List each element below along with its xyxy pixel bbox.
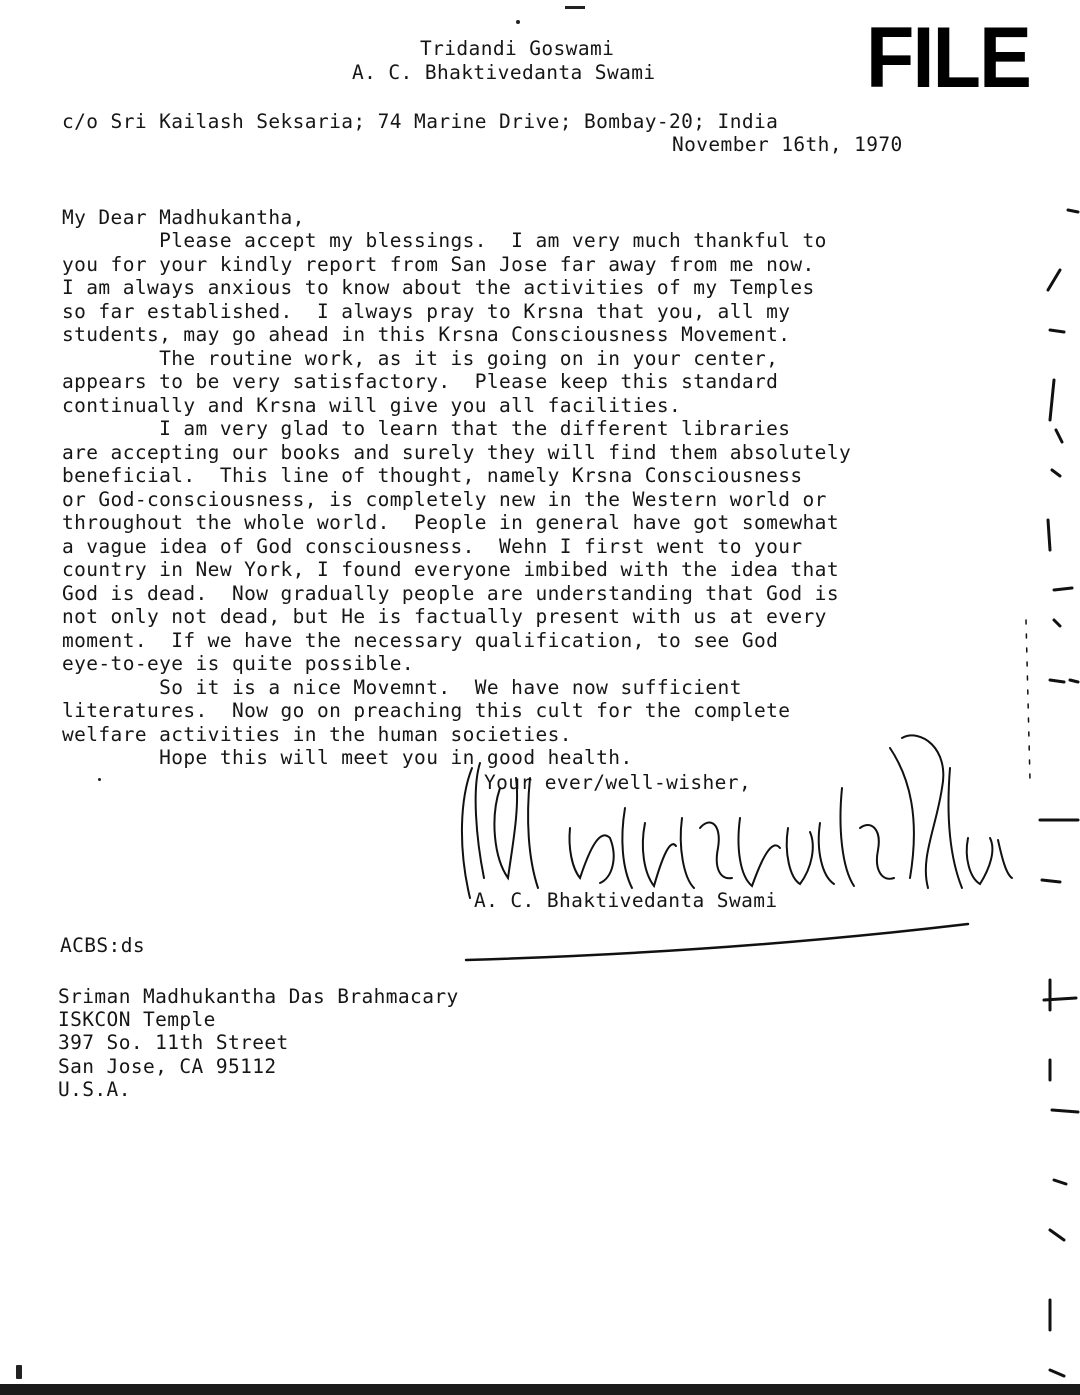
letter-date: November 16th, 1970 (672, 133, 903, 156)
signature-rule (462, 918, 972, 968)
recipient-line: San Jose, CA 95112 (58, 1054, 277, 1078)
body-line: you for your kindly report from San Jose far away from me now. (62, 252, 815, 276)
letterhead-sender-line: A. C. Bhaktivedanta Swami (352, 61, 656, 84)
signer-name: A. C. Bhaktivedanta Swami (474, 889, 778, 912)
scan-edge-marks (1020, 180, 1080, 1380)
scan-mark (16, 1365, 22, 1379)
handwritten-signature (450, 728, 1020, 913)
salutation: My Dear Madhukantha, (62, 206, 305, 229)
body-line: welfare activities in the human societies. (62, 722, 572, 746)
body-line: so far established. I always pray to Krsna that you, all my (62, 299, 791, 323)
body-line: So it is a nice Movemnt. We have now sufficient (62, 675, 742, 699)
body-line: eye-to-eye is quite possible. (62, 652, 415, 675)
recipient-line: 397 So. 11th Street (58, 1031, 289, 1055)
body-line: a vague idea of God consciousness. Wehn I first went to your (62, 534, 803, 558)
body-line: Hope this will meet you in good health. (62, 746, 633, 769)
body-line: not only not dead, but He is factually present with us at every (62, 605, 827, 628)
body-line: moment. If we have the necessary qualification, to see God (62, 628, 779, 652)
body-line: literatures. Now go on preaching this cult for the complete (62, 699, 791, 722)
body-line: or God-consciousness, is completely new in the Western world or (62, 487, 827, 511)
letterhead-name-line: Tridandi Goswami (420, 37, 615, 60)
body-line: I am very glad to learn that the different libraries (62, 417, 791, 440)
scan-speck (98, 778, 101, 781)
scan-mark (565, 6, 585, 9)
file-stamp: FILE (866, 10, 1031, 106)
sender-address: c/o Sri Kailash Seksaria; 74 Marine Drive; Bombay-20; India (62, 110, 779, 133)
body-line: throughout the whole world. People in general have got somewhat (62, 511, 839, 534)
body-line: I am always anxious to know about the activities of my Temples (62, 276, 815, 299)
body-line: The routine work, as it is going on in your center, (62, 346, 779, 370)
closing: Your ever/well-wisher, (484, 771, 752, 794)
body-line: continually and Krsna will give you all facilities. (62, 393, 682, 417)
body-line: students, may go ahead in this Krsna Consciousness Movement. (62, 323, 791, 346)
body-line: beneficial. This line of thought, namely Krsna Consciousness (62, 464, 803, 487)
body-line: God is dead. Now gradually people are understanding that God is (62, 581, 839, 605)
scan-bottom-edge (0, 1384, 1080, 1395)
reference-initials: ACBS:ds (60, 934, 145, 957)
recipient-line: ISKCON Temple (58, 1008, 216, 1032)
body-line: Please accept my blessings. I am very much thankful to (62, 229, 827, 252)
body-line: appears to be very satisfactory. Please keep this standard (62, 370, 779, 393)
recipient-line: Sriman Madhukantha Das Brahmacary (58, 985, 459, 1008)
body-line: are accepting our books and surely they will find them absolutely (62, 440, 852, 464)
body-line: country in New York, I found everyone imbibed with the idea that (62, 558, 839, 581)
recipient-line: U.S.A. (58, 1077, 131, 1101)
scan-speck (516, 20, 520, 24)
